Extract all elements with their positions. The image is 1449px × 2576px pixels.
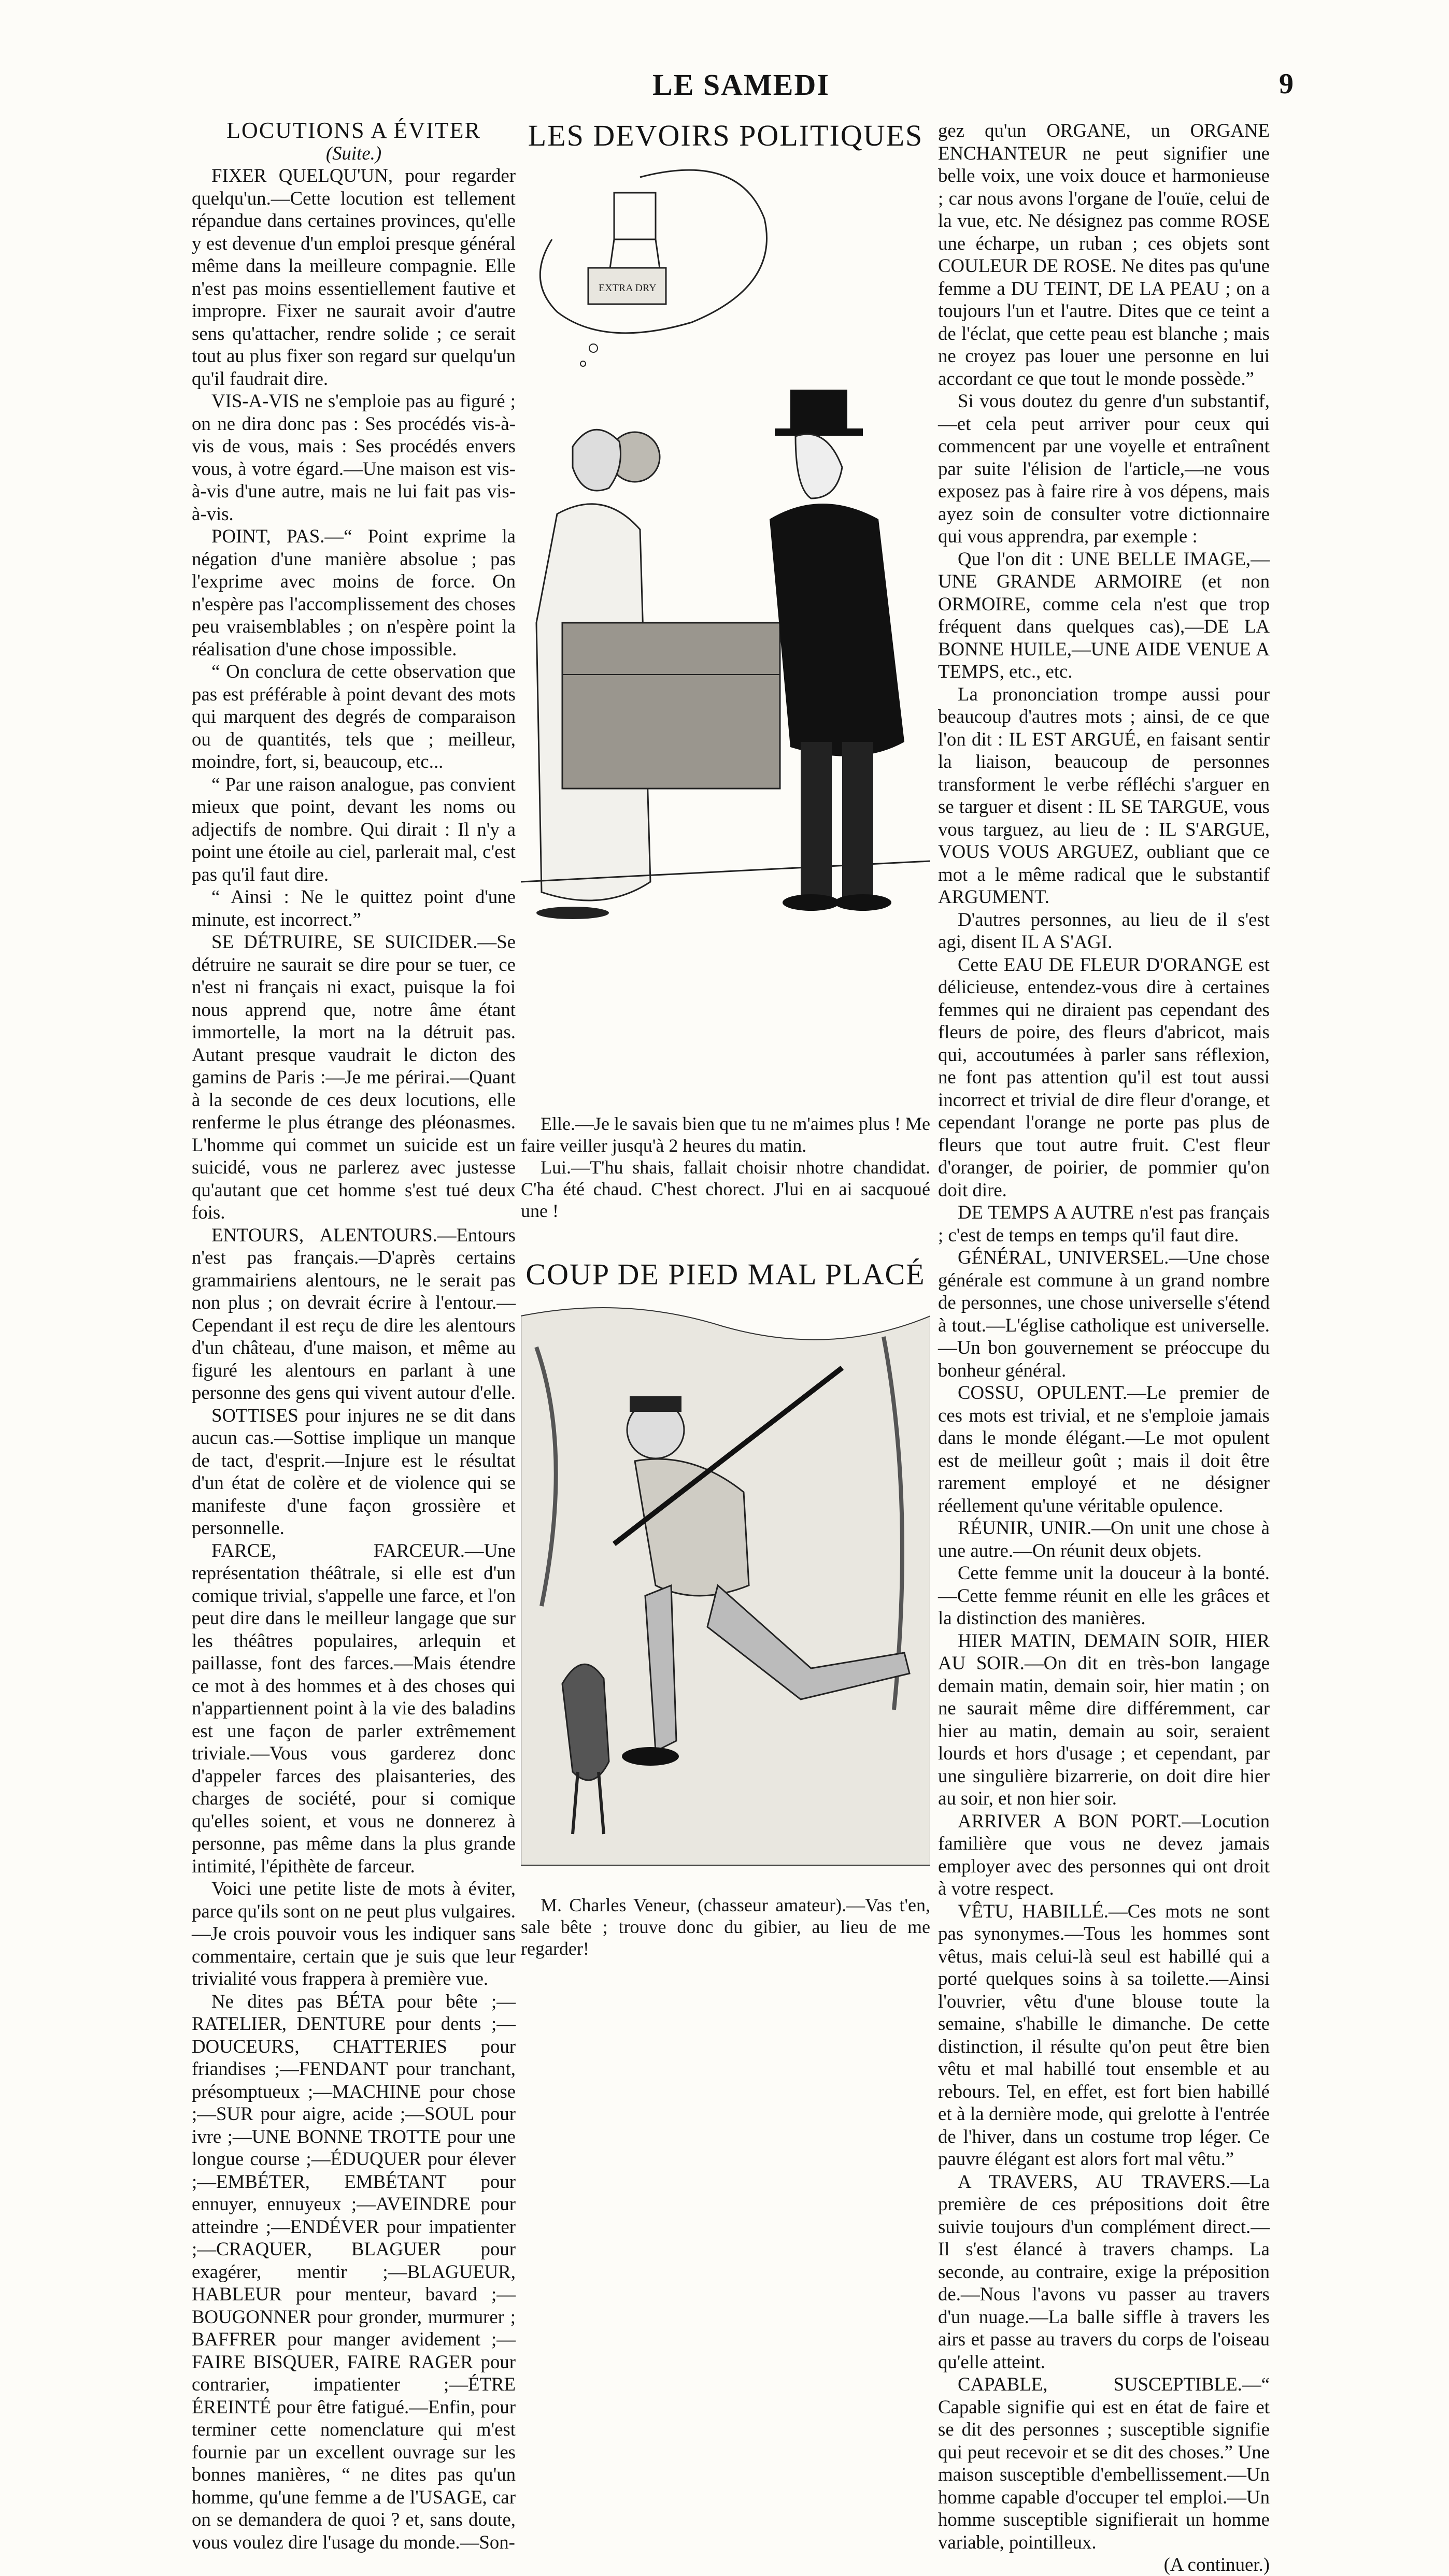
section-title: LOCUTIONS A ÉVITER <box>226 118 481 143</box>
cartoon-title: LES DEVOIRS POLITIQUES <box>528 119 924 152</box>
section-subtitle: (Suite.) <box>325 142 382 164</box>
paragraph: Ne dites pas BÉTA pour bête ;—RATELIER, DENTURE pour dents ;—DOUCEURS, CHATTERIES pour friandises ;—FENDANT pour tranchant, présomptueux ;—MACHINE pour chose ;—SUR pour aigre, acide ;—SOUL pour ivre ;—UNE BONNE TROTTE pour une longue course ;—ÉDUQUER pour élever ;—EMBÉTER, EMBÉTANT pour ennuyer, ennuyeux ;—AVEINDRE pour atteindre ;—ENDÉVER pour impatienter ;—CRAQUER, BLAGUER pour exagérer, mentir ;—BLAGUEUR, HABLEUR pour menteur, bavard ;—BOUGONNER pour gronder, murmurer ; BAFFRER pour manger avidement ;—FAIRE BISQUER, FAIRE RAGER pour contrarier, impatienter ;—ÉTRE ÉREINTÉ pour être fatigué.—Enfin, pour terminer cette nomenclature qui m'est fournie par un excellent ouvrage sur les bonnes manières, “ ne dites pas qu'un homme, qu'une femme a de l'USAGE, car on se demandera de quoi ? et, sans doute, vous voulez dire l'usage du monde.—Son- <box>192 1990 516 2553</box>
caption-hunter: M. Charles Veneur, (chasseur amateur).—Vas t'en, sale bête ; trouve donc du gibier, au lieu de me regarder! <box>521 1895 930 1959</box>
left-column <box>192 119 516 2553</box>
right-column <box>938 119 1270 2576</box>
paragraph: DE TEMPS A AUTRE n'est pas français ; c'est de temps en temps qu'il faut dire. <box>938 1201 1270 1246</box>
paragraph: “ On conclura de cette observation que pas est préférable à point devant des mots qui marquent des degrés de comparaison ou de quantités, tels que ; meilleur, moindre, fort, si, beaucoup, etc... <box>192 661 516 772</box>
cartoon-title: COUP DE PIED MAL PLACÉ <box>525 1257 926 1291</box>
paragraph: ENTOURS, ALENTOURS.—Entours n'est pas français.—D'après certains grammairiens alentours, ne le serait pas non plus ; on devrait écrire à l'entour.—Cependant il est reçu de dire les alentours d'un château, d'une maison, et même au figuré les alentours en parlant à une personne des gens qui vivent autour d'elle. <box>192 1224 516 1403</box>
paragraph: Cette femme unit la douceur à la bonté.—Cette femme réunit en elle les grâces et la distinction des manières. <box>938 1562 1270 1628</box>
cartoon-illustration-hunter <box>521 1295 930 1886</box>
paragraph: Que l'on dit : UNE BELLE IMAGE,—UNE GRANDE ARMOIRE (et non ORMOIRE, comme cela n'est que trop fréquent dans quelques cas),—DE LA BONNE HUILE,—UNE AIDE VENUE A TEMPS, etc., etc. <box>938 548 1270 682</box>
page-number: 9 <box>1279 68 1294 100</box>
paragraph: SE DÉTRUIRE, SE SUICIDER.—Se détruire ne saurait se dire pour se tuer, ce n'est ni français ni exact, puisque la foi nous apprend que, notre âme étant immortelle, la mort na la détruit pas. Autant presque vaudrait le dicton des gamins de Paris :—Je me périrai.—Quant à la seconde de ces deux locutions, elle renferme le plus étrange des pléonasmes. L'homme qui commet un suicide est un suicidé, vous ne parlerez avec justesse qu'autant que cet homme s'est tué deux fois. <box>192 931 516 1223</box>
page-header <box>0 67 1449 104</box>
masthead: LE SAMEDI <box>652 68 830 102</box>
paragraph: SOTTISES pour injures ne se dit dans aucun cas.—Sottise implique un manque de tact, d'esprit.—Injure est le résultat d'un état de colère et de violence qui se manifeste d'une façon grossière et personnelle. <box>192 1404 516 1538</box>
paragraph: Voici une petite liste de mots à éviter, parce qu'ils sont on ne peut plus vulgaires.—Je crois pouvoir vous les indiquer sans commentaire, certain que je suis que leur trivialité vous frappera à première vue. <box>192 1878 516 1989</box>
paragraph: FARCE, FARCEUR.—Une représentation théâtrale, si elle est d'un comique trivial, s'appelle une farce, et l'on peut dire dans le meilleur langage que sur les théâtres populaires, arlequin et paillasse, font des farces.—Mais étendre ce mot à des hommes et à des choses qui n'appartiennent point à la vie des baladins est une façon de parler extrêmement triviale.—Vous vous garderez donc d'appeler farces des plaisanteries, des charges de société, pour si comique qu'elles soient, et vous ne donnerez à personne, pas même dans la plus grande intimité, l'épithète de farceur. <box>192 1539 516 1877</box>
caption-lui: Lui.—T'hu shais, fallait choisir nhotre chandidat. C'ha été chaud. C'hest chorect. J'lui en ai sacquoué une ! <box>521 1157 930 1221</box>
paragraph: Cette EAU DE FLEUR D'ORANGE est délicieuse, entendez-vous dire à certaines femmes qui ne diraient pas cependant des fleurs de poire, des fleurs d'abricot, mais qui, accoutumées à parler sans réflexion, ne font pas attention qu'il est tout aussi incorrect et trivial de dire fleur d'orange, et cependant l'orange ne porte pas plus de fleurs que tout autre fruit. C'est fleur d'oranger, de poirier, de pommier qu'on doit dire. <box>938 953 1270 1200</box>
paragraph: HIER MATIN, DEMAIN SOIR, HIER AU SOIR.—On dit en très-bon langage demain matin, demain soir, hier matin ; on ne saurait même dire différemment, car hier au matin, demain au soir, seraient lourds et hors d'usage ; et cependant, par une singulière bizarrerie, on doit dire hier au soir, et non hier soir. <box>938 1629 1270 1809</box>
paragraph: ARRIVER A BON PORT.—Locution familière que vous ne devez jamais employer avec des personnes qui ont droit à votre respect. <box>938 1810 1270 1899</box>
cartoon-illustration-couple <box>521 156 930 1105</box>
paragraph: La prononciation trompe aussi pour beaucoup d'autres mots ; ainsi, de ce que l'on dit : IL EST ARGUÉ, en faisant sentir la liaison, beaucoup de personnes transforment le verbe réfléchi s'arguer en se targuer et disent : IL SE TARGUE, vous vous targuez, au lieu de : IL S'ARGUE, VOUS VOUS ARGUEZ, oubliant que ce mot a le même radical que le substantif ARGUMENT. <box>938 683 1270 907</box>
paragraph: RÉUNIR, UNIR.—On unit une chose à une autre.—On réunit deux objets. <box>938 1517 1270 1561</box>
paragraph: POINT, PAS.—“ Point exprime la négation d'une manière absolue ; pas l'exprime avec moins de force. On n'espère pas l'accomplissement des choses peu vraisemblables ; on n'espère point la réalisation d'une chose impossible. <box>192 525 516 660</box>
paragraph: GÉNÉRAL, UNIVERSEL.—Une chose générale est commune à un grand nombre de personnes, une chose universelle s'étend à tout.—L'église catholique est universelle.—Un bon gouvernement se préoccupe du bonheur général. <box>938 1247 1270 1381</box>
paragraph: Si vous doutez du genre d'un substantif,—et cela peut arriver pour ceux qui commencent par une voyelle et entraînent par suite l'élision de l'article,—ne vous exposez pas à faire rire à vos dépens, mais ayez soin de consulter votre dictionnaire qui vous apprendra, par exemple : <box>938 390 1270 547</box>
crate-label: EXTRA DRY <box>599 282 657 294</box>
paragraph: FIXER QUELQU'UN, pour regarder quelqu'un.—Cette locution est tellement répandue dans certaines provinces, qu'elle y est devenue d'un emploi presque général même dans la meilleure compagnie. Elle n'est pas moins essentiellement fautive et impropre. Fixer ne saurait avoir d'autre sens qu'attacher, rendre solide ; ce serait tout au plus fixer son regard sur quelqu'un qu'il faudrait dire. <box>192 165 516 389</box>
paragraph: CAPABLE, SUSCEPTIBLE.—“ Capable signifie qui est en état de faire et se dit des personnes ; susceptible signifie qui peut recevoir et se dit des choses.” Une maison susceptible d'embellissement.—Un homme capable d'occuper tel emploi.—Un homme susceptible signifierait un homme variable, pointilleux. <box>938 2373 1270 2553</box>
paragraph: A TRAVERS, AU TRAVERS.—La première de ces prépositions doit être suivie toujours d'un complément direct.—Il s'est élancé à travers champs. La seconde, au contraire, exige la préposition de.—Nous l'avons vu passer au travers d'un nuage.—La balle siffle à travers les airs et passe au travers du corps de l'oiseau qu'elle atteint. <box>938 2170 1270 2372</box>
paragraph: “ Ainsi : Ne le quittez point d'une minute, est incorrect.” <box>192 886 516 930</box>
paragraph: “ Par une raison analogue, pas convient mieux que point, devant les noms ou adjectifs de nombre. Qui dirait : Il n'y a point une étoile au ciel, parlerait mal, c'est pas qu'il faut dire. <box>192 773 516 885</box>
paragraph: gez qu'un ORGANE, un ORGANE ENCHANTEUR ne peut signifier une belle voix, une voix douce et harmonieuse ; car nous avons l'organe de l'ouïe, celui de la vue, etc. Ne désignez pas comme ROSE une écharpe, un ruban ; ces objets sont COULEUR DE ROSE. Ne dites pas qu'une femme a DU TEINT, DE LA PEAU ; on a toujours l'un et l'autre. Dites que ce teint a de l'éclat, que cette peau est blanche ; mais ne croyez pas louer une personne en lui accordant ce que tout le monde possède.” <box>938 120 1270 389</box>
caption-elle: Elle.—Je le savais bien que tu ne m'aimes plus ! Me faire veiller jusqu'à 2 heures du matin. <box>521 1113 930 1156</box>
paragraph: COSSU, OPULENT.—Le premier de ces mots est trivial, et ne s'emploie jamais dans le monde élégant.—Le mot opulent est de meilleur goût ; mais il doit être rarement employé et ne désigner réellement qu'une véritable opulence. <box>938 1382 1270 1516</box>
middle-column <box>521 119 930 1959</box>
to-be-continued: (A continuer.) <box>1163 2554 1270 2575</box>
paragraph: D'autres personnes, au lieu de il s'est agi, disent IL A S'AGI. <box>938 908 1270 952</box>
paragraph: VÊTU, HABILLÉ.—Ces mots ne sont pas synonymes.—Tous les hommes sont vêtus, mais celui-là seul est habillé qui a porté quelques soins à sa toilette.—Ainsi l'ouvrier, vêtu d'une blouse toute la semaine, s'habille le dimanche. De cette distinction, il résulte qu'on peut être bien vêtu et mal habillé tout ensemble et au rebours. Tel, en effet, est fort bien habillé et à la dernière mode, qui grelotte à l'entrée de l'hiver, dans un costume trop léger. Ce pauvre élégant est alors fort mal vêtu.” <box>938 1900 1270 2169</box>
paragraph: VIS-A-VIS ne s'emploie pas au figuré ; on ne dira donc pas : Ses procédés vis-à-vis de vous, mais : Ses procédés envers vous, à votre égard.—Une maison est vis-à-vis d'une autre, mais ne lui fait pas vis-à-vis. <box>192 390 516 524</box>
